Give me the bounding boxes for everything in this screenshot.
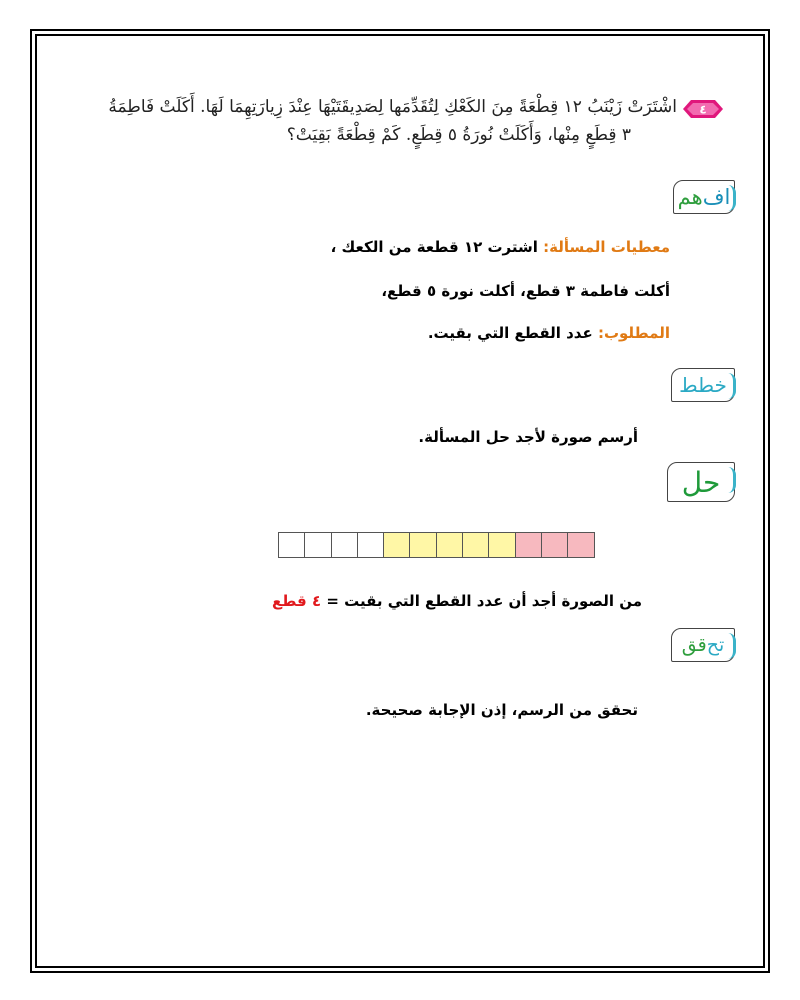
givens-line-2: أكلت فاطمة ٣ قطع، أكلت نورة ٥ قطع، xyxy=(381,282,670,300)
bar-cell-white xyxy=(331,532,359,558)
required-text: عدد القطع التي بقيت. xyxy=(427,324,598,342)
bar-cell-yellow xyxy=(409,532,437,558)
result-value: ٤ قطع xyxy=(272,592,322,610)
page-border-inner xyxy=(35,34,765,968)
bar-model xyxy=(278,532,595,558)
bar-cell-white xyxy=(278,532,306,558)
bar-cell-yellow xyxy=(488,532,516,558)
plan-label: خطط xyxy=(679,373,727,397)
result-line xyxy=(272,592,642,610)
understand-label-a: اف xyxy=(702,185,731,209)
givens-text: اشترت ١٢ قطعة من الكعك ، xyxy=(330,238,544,256)
problem-line-2: ٣ قِطَعٍ مِنْها، وَأَكَلَتْ نُورَةُ ٥ قِطَعٍ. كَمْ قِطْعَةً بَقِيَتْ؟ xyxy=(286,125,631,145)
givens-label: معطيات المسألة: xyxy=(543,238,670,256)
result-text: من الصورة أجد أن عدد القطع التي بقيت = xyxy=(321,592,642,610)
bar-cell-white xyxy=(304,532,332,558)
badge-swoosh xyxy=(727,467,736,493)
check-label-b: قق xyxy=(681,634,707,656)
check-text: تحقق من الرسم، إذن الإجابة صحيحة. xyxy=(365,701,638,719)
bar-cell-pink xyxy=(515,532,543,558)
problem-number: ٤ xyxy=(699,102,707,117)
badge-swoosh xyxy=(727,633,736,659)
badge-swoosh xyxy=(727,373,736,399)
bar-cell-yellow xyxy=(436,532,464,558)
givens-line xyxy=(331,238,670,256)
understand-label-b: هم xyxy=(677,185,703,209)
bar-cell-pink xyxy=(541,532,569,558)
bar-cell-yellow xyxy=(383,532,411,558)
required-label: المطلوب: xyxy=(597,324,670,342)
check-step-badge xyxy=(671,628,735,662)
solve-label: حل xyxy=(681,465,721,499)
bar-cell-white xyxy=(357,532,385,558)
problem-statement xyxy=(55,93,677,149)
understand-step-badge xyxy=(673,180,735,214)
check-label-a: تح xyxy=(706,634,725,656)
badge-swoosh xyxy=(727,185,736,211)
problem-number-badge xyxy=(683,97,723,121)
bar-cell-yellow xyxy=(462,532,490,558)
required-line xyxy=(428,324,670,342)
plan-step-badge xyxy=(671,368,735,402)
bar-cell-pink xyxy=(567,532,595,558)
problem-line-1: اشْتَرَتْ زَيْنَبُ ١٢ قِطْعَةً مِنَ الكَعْكِ لِتُقَدِّمَها لِصَدِيقَتَيْهَا عِنْدَ زِيارَتِهِمَا لَهَا. أَكَلَتْ فَاطِمَةُ xyxy=(108,97,677,117)
plan-text: أرسم صورة لأجد حل المسألة. xyxy=(418,428,638,446)
solve-step-badge xyxy=(667,462,735,502)
